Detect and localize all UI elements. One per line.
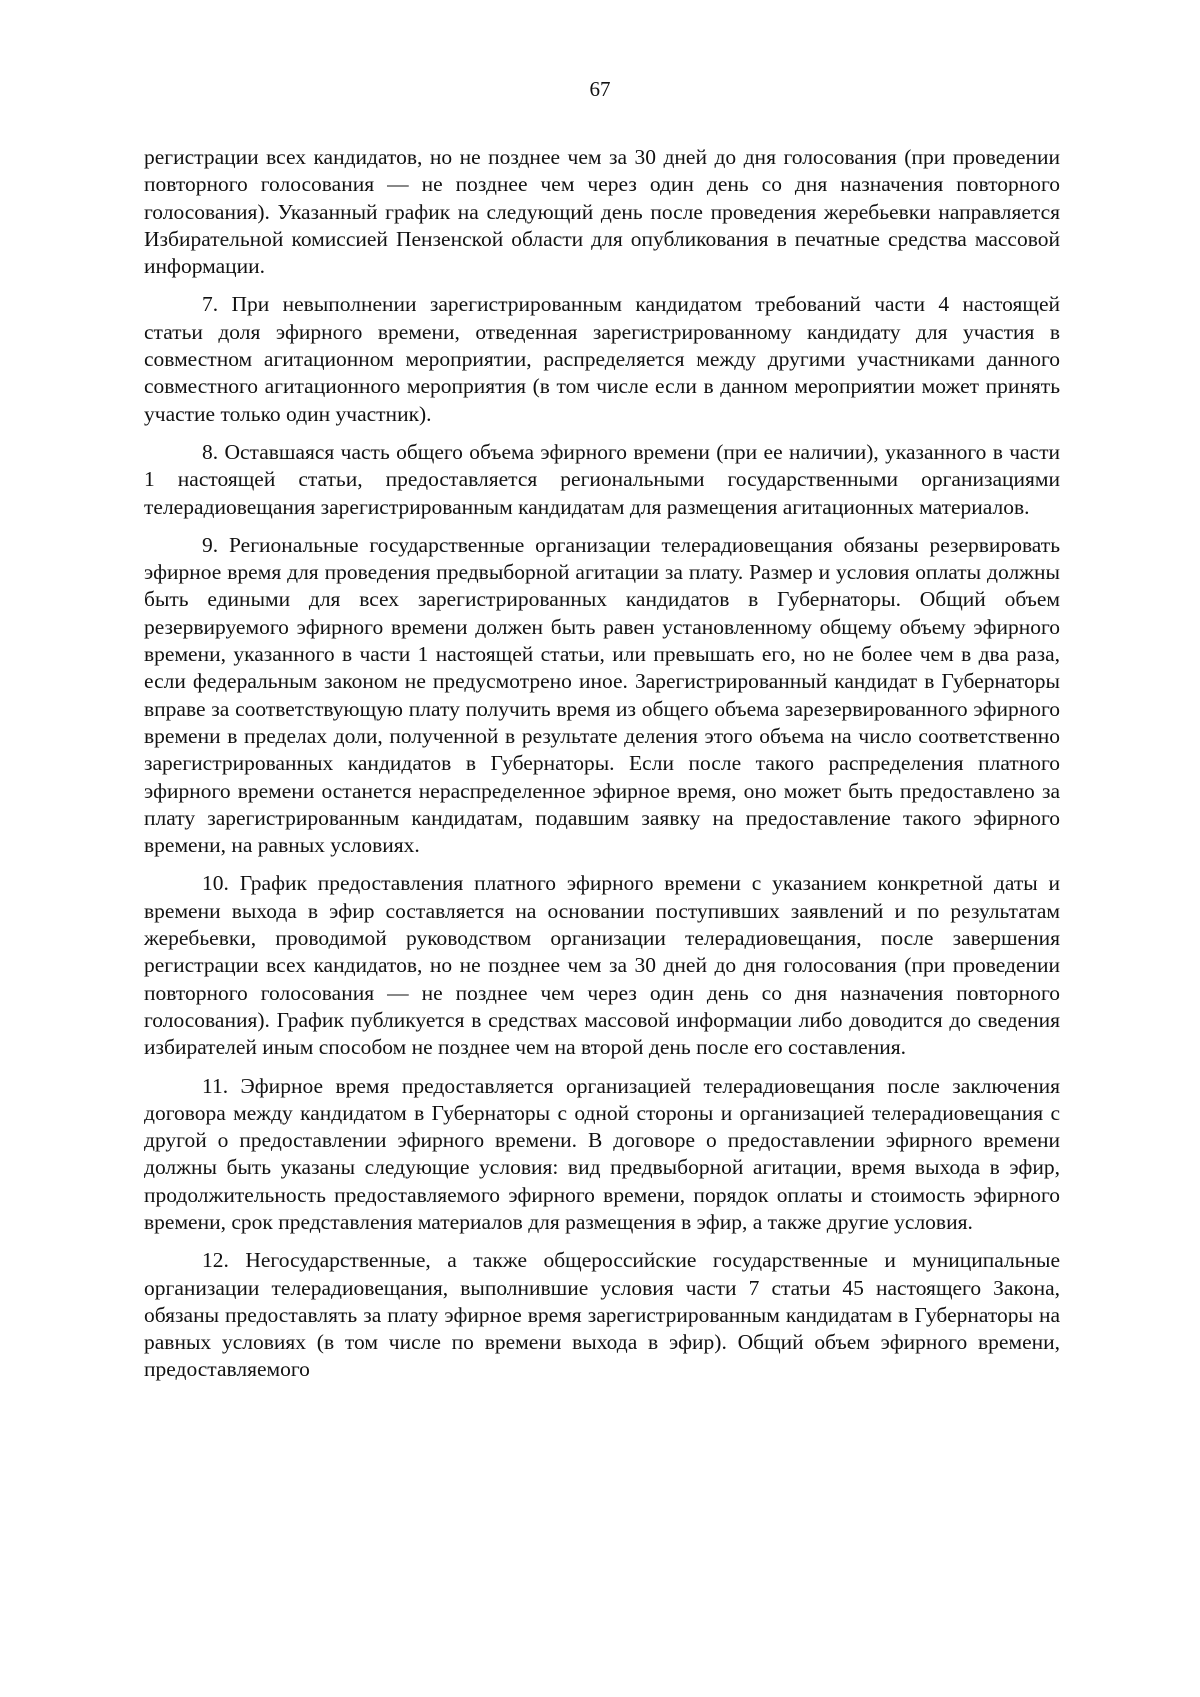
document-body <box>144 144 1060 1395</box>
paragraph-12: 12. Негосударственные, а также общероссийские государственные и муниципальные организации телерадиовещания, выполнившие условия части 7 статьи 45 настоящего Закона, обязаны предоставлять за плату эфирное время зарегистрированным кандидатам в Губернаторы на равных условиях (в том числе по времени выхода в эфир). Общий объем эфирного времени, предоставляемого <box>144 1248 1060 1382</box>
paragraph-10: 10. График предоставления платного эфирного времени с указанием конкретной даты и времени выхода в эфир составляется на основании поступивших заявлений и по результатам жеребьевки, проводимой руководством организации телерадиовещания, после завершения регистрации всех кандидатов, но не позднее чем за 30 дней до дня голосования (при проведении повторного голосования — не позднее чем через один день со дня назначения повторного голосования). График публикуется в средствах массовой информации либо доводится до сведения избирателей иным способом не позднее чем на второй день после его составления. <box>144 871 1060 1060</box>
paragraph-9: 9. Региональные государственные организации телерадиовещания обязаны резервировать эфирное время для проведения предвыборной агитации за плату. Размер и условия оплаты должны быть едиными для всех зарегистрированных кандидатов в Губернаторы. Общий объем резервируемого эфирного времени должен быть равен установленному общему объему эфирного времени, указанного в части 1 настоящей статьи, или превышать его, но не более чем в два раза, если федеральным законом не предусмотрено иное. Зарегистрированный кандидат в Губернаторы вправе за соответствующую плату получить время из общего объема зарезервированного эфирного времени в пределах доли, полученной в результате деления этого объема на число соответственно зарегистрированных кандидатов в Губернаторы. Если после такого распределения платного эфирного времени останется нераспределенное эфирное время, оно может быть предоставлено за плату зарегистрированным кандидатам, подавшим заявку на предоставление такого эфирного времени, на равных условиях. <box>144 532 1060 858</box>
paragraph-continuation: регистрации всех кандидатов, но не позднее чем за 30 дней до дня голосования (при проведении повторного голосования — не позднее чем через один день со дня назначения повторного голосования). Указанный график на следующий день после проведения жеребьевки направляется Избирательной комиссией Пензенской области для опубликования в печатные средства массовой информации. <box>144 145 1060 279</box>
paragraph-7: 7. При невыполнении зарегистрированным кандидатом требований части 4 настоящей статьи доля эфирного времени, отведенная зарегистрированному кандидату для участия в совместном агитационном мероприятии, распределяется между другими участниками данного совместного агитационного мероприятия (в том числе если в данном мероприятии может принять участие только один участник). <box>144 292 1060 426</box>
paragraph-11: 11. Эфирное время предоставляется организацией телерадиовещания после заключения договора между кандидатом в Губернаторы с одной стороны и организацией телерадиовещания с другой о предоставлении эфирного времени. В договоре о предоставлении эфирного времени должны быть указаны следующие условия: вид предвыборной агитации, время выхода в эфир, продолжительность предоставляемого эфирного времени, порядок оплаты и стоимость эфирного времени, срок представления материалов для размещения в эфир, а также другие условия. <box>144 1073 1060 1234</box>
paragraph-8: 8. Оставшаяся часть общего объема эфирного времени (при ее наличии), указанного в части 1 настоящей статьи, предоставляется региональными государственными организациями телерадиовещания зарегистрированным кандидатам для размещения агитационных материалов. <box>144 439 1060 519</box>
page-number: 67 <box>589 77 611 101</box>
